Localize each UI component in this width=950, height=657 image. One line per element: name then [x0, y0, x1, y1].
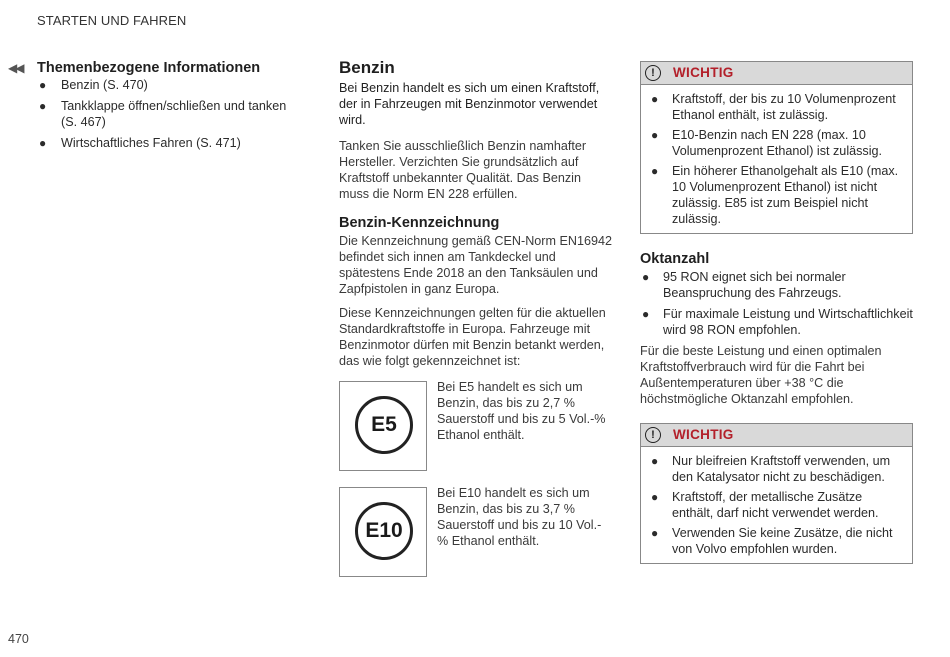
related-link-wirtschaftlich[interactable]: ● Wirtschaftliches Fahren (S. 471) [39, 136, 241, 150]
benzin-section [339, 58, 614, 583]
bullet-icon: ● [651, 526, 659, 540]
benzin-intro: Bei Benzin handelt es sich um einen Kraftstoff, der in Fahrzeugen mit Benzinmotor verwendet wird. [339, 81, 600, 127]
related-link-tankklappe[interactable]: ● Tankklappe öffnen/schließen und tanken (S. 467) [39, 99, 287, 129]
fuel-label-box [339, 487, 427, 577]
notice-header [641, 62, 912, 85]
fuel-label-e5 [339, 381, 614, 477]
e5-description: Bei E5 handelt es sich um Benzin, das bis zu 2,7 % Sauerstoff und bis zu 5 Vol.-% Ethanol enthält. [437, 380, 606, 442]
oktanzahl-list [640, 269, 913, 338]
bullet-icon: ● [651, 490, 659, 504]
list-item: ● Nur bleifreien Kraftstoff verwenden, um den Katalysator nicht zu beschädigen. [651, 454, 891, 484]
notice-title: WICHTIG [673, 427, 734, 442]
list-item: ● Ein höherer Ethanolgehalt als E10 (max. 10 Volumenprozent Ethanol) ist nicht zulässig. E85 ist zum Beispiel nicht zulässig. [651, 164, 899, 226]
back-arrows-icon[interactable]: ◀◀ [8, 61, 23, 75]
related-info [8, 60, 297, 156]
related-info-list [37, 77, 297, 151]
list-item: ● Für maximale Leistung und Wirtschaftlichkeit wird 98 RON empfohlen. [642, 307, 913, 337]
list-item: ● Kraftstoff, der metallische Zusätze enthält, darf nicht verwendet werden. [651, 490, 879, 520]
oktanzahl-title: Oktanzahl [640, 251, 710, 267]
section-header: STARTEN UND FAHREN [37, 13, 187, 28]
notice-body [641, 85, 912, 233]
bullet-icon: ● [39, 136, 47, 150]
benzin-paragraph: Tanken Sie ausschließlich Benzin namhafter Hersteller. Verzichten Sie grundsätzlich auf Kraftstoff unbekannter Qualität. Das Benzin muss die Norm EN 228 erfüllen. [339, 139, 587, 201]
bullet-icon: ● [642, 307, 650, 321]
kennzeichnung-paragraph-2: Diese Kennzeichnungen gelten für die aktuellen Standardkraftstoffe in Europa. Fahrzeuge mit Benzinmotor dürfen mit Benzin betankt werden, das wie folgt gekennzeichnet ist: [339, 306, 606, 368]
bullet-icon: ● [39, 99, 47, 113]
fuel-label-e10 [339, 487, 614, 583]
notice-body [641, 447, 912, 563]
list-item: ● E10-Benzin nach EN 228 (max. 10 Volumenprozent Ethanol) ist zulässig. [651, 128, 883, 158]
page-number: 470 [8, 632, 29, 646]
bullet-icon: ● [651, 92, 659, 106]
benzin-title: Benzin [339, 58, 395, 77]
bullet-icon: ● [651, 164, 659, 178]
e5-label-icon: E5 [355, 396, 413, 454]
list-item: ● 95 RON eignet sich bei normaler Beanspruchung des Fahrzeugs. [642, 270, 846, 300]
bullet-icon: ● [39, 78, 47, 92]
fuel-label-box [339, 381, 427, 471]
notice-wichtig-ethanol [640, 61, 913, 234]
kennzeichnung-title: Benzin-Kennzeichnung [339, 215, 500, 231]
related-link-benzin[interactable]: ● Benzin (S. 470) [39, 78, 148, 92]
bullet-icon: ● [651, 128, 659, 142]
right-column [640, 61, 913, 580]
related-info-title: Themenbezogene Informationen [37, 60, 261, 76]
notice-header [641, 424, 912, 447]
notice-wichtig-zusaetze [640, 423, 913, 564]
bullet-icon: ● [651, 454, 659, 468]
kennzeichnung-paragraph-1: Die Kennzeichnung gemäß CEN-Norm EN16942 befindet sich innen am Tankdeckel und spätestens Ende 2018 an den Tanksäulen und Zapfpistolen in ganz Europa. [339, 234, 612, 296]
list-item: ● Verwenden Sie keine Zusätze, die nicht von Volvo empfohlen wurden. [651, 526, 893, 556]
oktanzahl-paragraph: Für die beste Leistung und einen optimalen Kraftstoffverbrauch wird für die Fahrt bei Außentemperaturen über +38 °C die höchstmögliche Oktanzahl empfohlen. [640, 344, 882, 406]
list-item: ● Kraftstoff, der bis zu 10 Volumenprozent Ethanol enthält, ist zulässig. [651, 92, 896, 122]
e10-label-icon: E10 [355, 502, 413, 560]
exclamation-icon: ! [645, 427, 661, 443]
e10-description: Bei E10 handelt es sich um Benzin, das bis zu 3,7 % Sauerstoff und bis zu 10 Vol.-% Ethanol enthält. [437, 486, 602, 548]
related-info-heading [8, 60, 297, 76]
bullet-icon: ● [642, 270, 650, 284]
exclamation-icon: ! [645, 65, 661, 81]
notice-title: WICHTIG [673, 65, 734, 80]
